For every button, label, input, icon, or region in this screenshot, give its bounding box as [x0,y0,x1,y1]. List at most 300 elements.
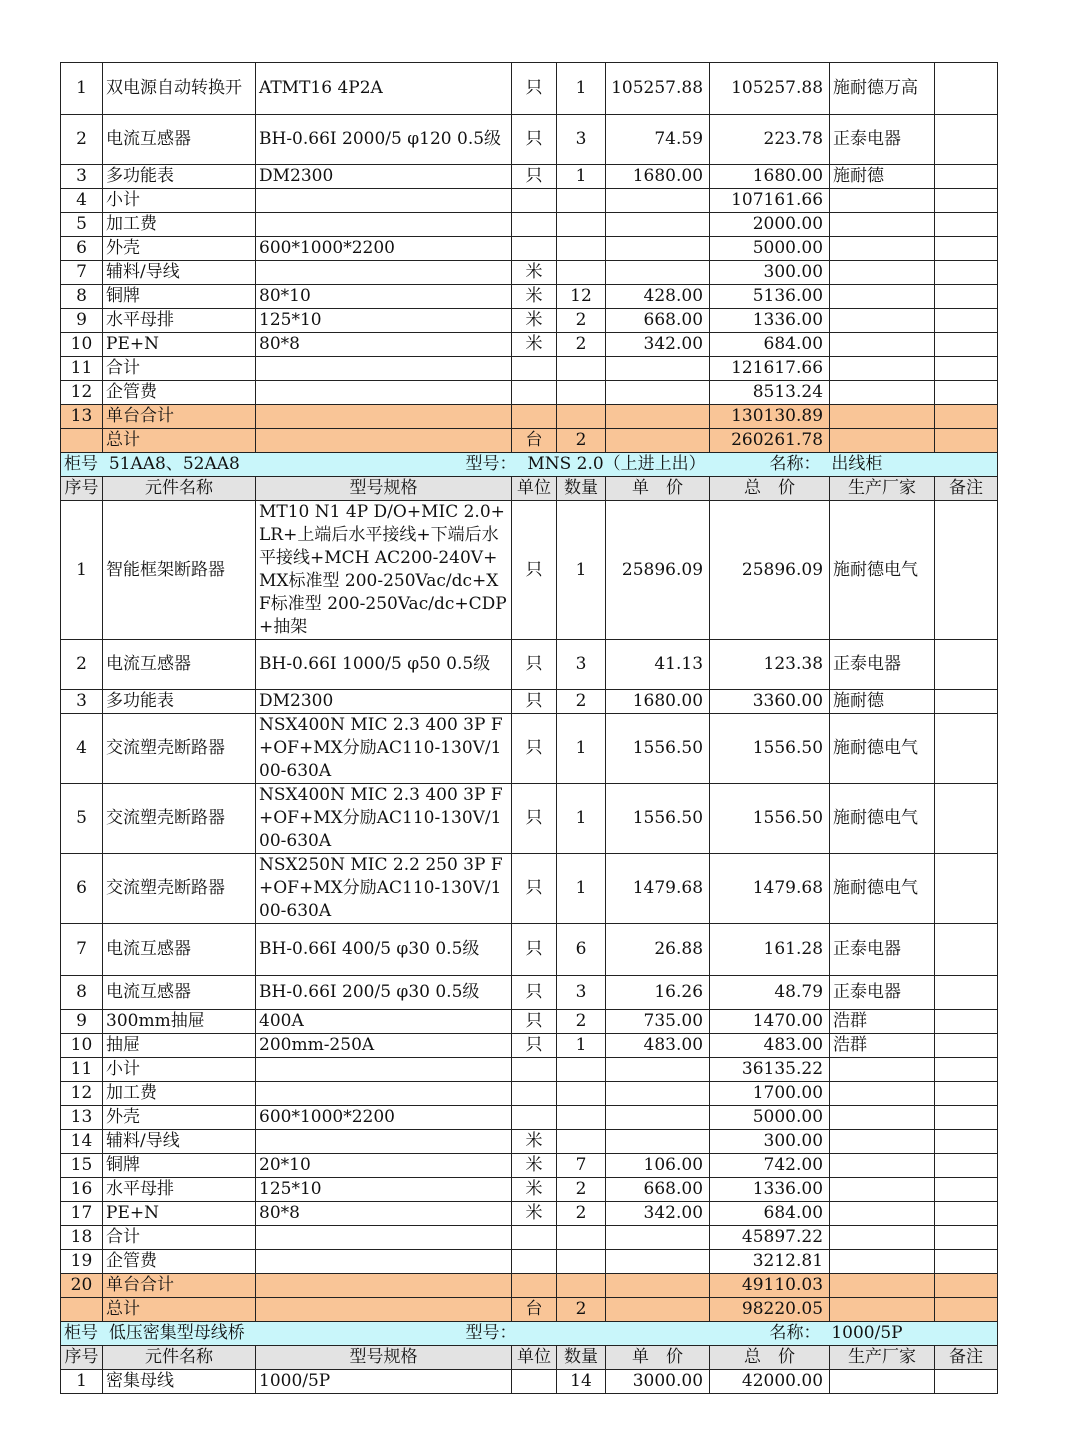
cell-note [935,333,998,357]
cell-maker [830,333,935,357]
cell-price [606,213,710,237]
table-row [61,1226,998,1250]
cell-name: PE+N [103,333,256,357]
cell-unit [512,381,557,405]
table-row [61,381,998,405]
cell-total: 98220.05 [710,1298,830,1322]
cell-no: 3 [61,165,103,189]
header-total: 总 价 [710,1346,830,1370]
cell-spec: 600*1000*2200 [256,1106,512,1130]
cell-unit: 米 [512,285,557,309]
cell-spec [256,381,512,405]
cell-unit: 台 [512,1298,557,1322]
cell-qty [557,1274,606,1298]
table-row [61,1202,998,1226]
cell-note [935,1034,998,1058]
cell-maker [830,1226,935,1250]
cell-unit: 只 [512,924,557,976]
cell-note [935,285,998,309]
cell-maker [830,213,935,237]
table-row [61,285,998,309]
table-row [61,640,998,690]
cell-qty: 1 [557,501,606,640]
cell-qty: 2 [557,1010,606,1034]
cell-maker [830,285,935,309]
cell-note [935,714,998,784]
cell-maker: 正泰电器 [830,924,935,976]
column-header-row [61,1346,998,1370]
cell-total: 36135.22 [710,1058,830,1082]
cell-total: 300.00 [710,261,830,285]
cell-maker [830,381,935,405]
cell-price [606,1130,710,1154]
cell-qty [557,405,606,429]
cell-spec: BH-0.66Ⅰ 200/5 φ30 0.5级 [256,976,512,1010]
cell-total: 1556.50 [710,714,830,784]
cell-name: 外壳 [103,237,256,261]
cell-name: 总计 [103,429,256,453]
cell-no: 9 [61,1010,103,1034]
table-row [61,1010,998,1034]
cell-no: 9 [61,309,103,333]
cell-total: 260261.78 [710,429,830,453]
name-label: 名称： [769,1323,821,1343]
cell-qty [557,1250,606,1274]
cell-price [606,405,710,429]
cell-note [935,1106,998,1130]
cell-spec [256,1250,512,1274]
cell-spec [256,1082,512,1106]
cell-no: 7 [61,261,103,285]
cell-note [935,1226,998,1250]
table-row [61,1250,998,1274]
cell-qty: 14 [557,1370,606,1394]
cell-price [606,261,710,285]
cell-no: 13 [61,1106,103,1130]
cell-price [606,1274,710,1298]
cell-note [935,784,998,854]
cell-unit: 米 [512,1130,557,1154]
cell-spec [256,1130,512,1154]
cell-maker [830,405,935,429]
table-row [61,1154,998,1178]
cell-qty [557,357,606,381]
cell-maker [830,261,935,285]
cell-qty: 3 [557,640,606,690]
cell-note [935,854,998,924]
cell-no: 3 [61,690,103,714]
cell-price: 342.00 [606,1202,710,1226]
table-row [61,115,998,165]
cell-note [935,309,998,333]
cell-unit: 米 [512,333,557,357]
cell-spec: NSX250N MIC 2.2 250 3P F+OF+MX分励AC110-130V/100-630A [256,854,512,924]
cell-spec: 400A [256,1010,512,1034]
cell-unit: 只 [512,690,557,714]
cell-total: 742.00 [710,1154,830,1178]
cell-maker [830,1106,935,1130]
cell-maker [830,237,935,261]
section-header-cell [61,453,256,477]
table-row [61,854,998,924]
cell-qty: 1 [557,63,606,115]
section-header-cell [256,453,710,477]
cell-total: 1336.00 [710,309,830,333]
table-row [61,924,998,976]
cell-total: 105257.88 [710,63,830,115]
cell-name: 水平母排 [103,1178,256,1202]
cell-maker: 施耐德电气 [830,784,935,854]
table-row [61,690,998,714]
header-maker: 生产厂家 [830,477,935,501]
cell-qty [557,189,606,213]
cell-spec: BH-0.66Ⅰ 400/5 φ30 0.5级 [256,924,512,976]
cell-note [935,976,998,1010]
cell-unit: 只 [512,1010,557,1034]
table-row [61,261,998,285]
cell-no: 6 [61,237,103,261]
cell-no: 10 [61,333,103,357]
cell-maker [830,1250,935,1274]
cell-unit [512,213,557,237]
model-value: MNS 2.0（上进上出） [527,454,706,474]
model-label: 型号： [465,1323,517,1343]
cell-note [935,1082,998,1106]
cell-unit: 只 [512,115,557,165]
cell-qty [557,1058,606,1082]
section-header-cell [710,1322,998,1346]
cell-maker [830,1274,935,1298]
cell-price: 1556.50 [606,714,710,784]
cell-maker: 浩群 [830,1010,935,1034]
cell-spec: DM2300 [256,690,512,714]
cell-price [606,1226,710,1250]
section-header-cell [256,1322,710,1346]
table-row [61,213,998,237]
cell-qty: 1 [557,165,606,189]
cell-unit [512,189,557,213]
cell-maker [830,429,935,453]
cell-no: 2 [61,115,103,165]
cell-price: 26.88 [606,924,710,976]
header-name: 元件名称 [103,1346,256,1370]
cell-note [935,924,998,976]
cell-no: 6 [61,854,103,924]
cell-note [935,429,998,453]
cell-maker [830,1082,935,1106]
cell-spec: 125*10 [256,309,512,333]
table-row [61,63,998,115]
table-row [61,165,998,189]
cell-unit: 只 [512,165,557,189]
cell-maker [830,1178,935,1202]
header-price: 单 价 [606,1346,710,1370]
cell-spec: MT10 N1 4P D/O+MIC 2.0+LR+上端后水平接线+下端后水平接线+MCH AC200-240V+MX标准型 200-250Vac/dc+XF标准型 200-250Vac/dc+CDP+抽架 [256,501,512,640]
cell-total: 1479.68 [710,854,830,924]
cell-price [606,357,710,381]
cell-maker: 正泰电器 [830,640,935,690]
cell-name: 单台合计 [103,405,256,429]
cell-qty [557,1226,606,1250]
cell-price [606,1082,710,1106]
cell-spec: 125*10 [256,1178,512,1202]
cell-price [606,429,710,453]
header-no: 序号 [61,1346,103,1370]
section-header-cell [61,1322,256,1346]
cell-name: 密集母线 [103,1370,256,1394]
cell-total: 130130.89 [710,405,830,429]
table-row [61,429,998,453]
cell-no: 13 [61,405,103,429]
cell-note [935,63,998,115]
cell-note [935,640,998,690]
cell-unit: 米 [512,1154,557,1178]
cell-price [606,1058,710,1082]
cell-no: 20 [61,1274,103,1298]
cell-price [606,237,710,261]
cell-unit [512,1226,557,1250]
cell-unit [512,1370,557,1394]
cell-spec: 600*1000*2200 [256,237,512,261]
cell-name: 交流塑壳断路器 [103,854,256,924]
table-row [61,1130,998,1154]
cell-price: 668.00 [606,1178,710,1202]
table-row [61,357,998,381]
table-row [61,1058,998,1082]
cell-note [935,690,998,714]
cell-qty: 2 [557,1298,606,1322]
cell-name: 多功能表 [103,165,256,189]
table-row [61,1298,998,1322]
cell-maker [830,189,935,213]
table-row [61,1178,998,1202]
cell-note [935,381,998,405]
cell-total: 1680.00 [710,165,830,189]
cell-name: 铜牌 [103,285,256,309]
cell-name: 交流塑壳断路器 [103,784,256,854]
header-price: 单 价 [606,477,710,501]
cell-name: 抽屉 [103,1034,256,1058]
cell-total: 3360.00 [710,690,830,714]
table-row [61,501,998,640]
cell-no: 16 [61,1178,103,1202]
cabinet-label: 柜号 [64,454,98,474]
cell-spec: 20*10 [256,1154,512,1178]
table-row [61,976,998,1010]
cell-no: 11 [61,357,103,381]
header-qty: 数量 [557,477,606,501]
cell-total: 161.28 [710,924,830,976]
cell-price: 25896.09 [606,501,710,640]
cell-name: 辅料/导线 [103,1130,256,1154]
cell-qty [557,1130,606,1154]
header-note: 备注 [935,1346,998,1370]
cell-qty: 3 [557,976,606,1010]
cell-note [935,1154,998,1178]
cell-name: 小计 [103,189,256,213]
cell-unit: 米 [512,1178,557,1202]
cell-total: 1700.00 [710,1082,830,1106]
cell-total: 48.79 [710,976,830,1010]
cell-total: 223.78 [710,115,830,165]
cell-total: 1470.00 [710,1010,830,1034]
cell-qty: 2 [557,690,606,714]
cell-qty: 1 [557,854,606,924]
name-value: 出线柜 [831,454,883,474]
cell-unit: 米 [512,309,557,333]
cell-maker [830,1202,935,1226]
cell-price: 105257.88 [606,63,710,115]
cell-price: 428.00 [606,285,710,309]
cell-unit [512,1106,557,1130]
cell-no [61,429,103,453]
cell-no: 4 [61,714,103,784]
cell-qty: 1 [557,714,606,784]
cell-qty [557,237,606,261]
cell-price [606,1298,710,1322]
cell-spec [256,405,512,429]
section-header-cell [710,453,998,477]
header-maker: 生产厂家 [830,1346,935,1370]
cell-maker: 施耐德 [830,690,935,714]
cell-name: 加工费 [103,1082,256,1106]
cell-unit [512,1082,557,1106]
header-unit: 单位 [512,1346,557,1370]
cell-maker: 施耐德电气 [830,714,935,784]
cell-total: 300.00 [710,1130,830,1154]
cell-name: 外壳 [103,1106,256,1130]
section-header-row [61,453,998,477]
cell-unit: 米 [512,1202,557,1226]
cell-name: 单台合计 [103,1274,256,1298]
cell-maker: 施耐德万高 [830,63,935,115]
cell-maker: 浩群 [830,1034,935,1058]
cell-price: 41.13 [606,640,710,690]
cell-maker: 施耐德电气 [830,854,935,924]
cell-unit [512,1274,557,1298]
cell-no: 2 [61,640,103,690]
cell-spec [256,1226,512,1250]
cell-note [935,357,998,381]
cell-qty [557,213,606,237]
cell-note [935,405,998,429]
cell-note [935,1250,998,1274]
cell-price: 106.00 [606,1154,710,1178]
cell-unit: 只 [512,854,557,924]
cell-no [61,1298,103,1322]
header-no: 序号 [61,477,103,501]
cell-unit: 只 [512,63,557,115]
table-row [61,405,998,429]
table-row [61,714,998,784]
header-unit: 单位 [512,477,557,501]
cell-total: 1336.00 [710,1178,830,1202]
cabinet-value: 51AA8、52AA8 [108,454,240,474]
cell-no: 8 [61,285,103,309]
cell-note [935,165,998,189]
cell-note [935,1058,998,1082]
cell-spec: 200mm-250A [256,1034,512,1058]
cell-name: 交流塑壳断路器 [103,714,256,784]
cell-unit: 台 [512,429,557,453]
cell-no: 17 [61,1202,103,1226]
cell-spec: BH-0.66Ⅰ 1000/5 φ50 0.5级 [256,640,512,690]
cell-qty: 2 [557,1202,606,1226]
cell-no: 5 [61,213,103,237]
cell-no: 10 [61,1034,103,1058]
table-row [61,1106,998,1130]
cell-price: 16.26 [606,976,710,1010]
cell-name: 合计 [103,357,256,381]
cell-qty [557,1106,606,1130]
cell-spec: BH-0.66Ⅰ 2000/5 φ120 0.5级 [256,115,512,165]
cell-unit: 只 [512,640,557,690]
cell-total: 8513.24 [710,381,830,405]
cell-total: 123.38 [710,640,830,690]
cell-price [606,1250,710,1274]
cell-spec [256,213,512,237]
cell-price: 735.00 [606,1010,710,1034]
cell-note [935,189,998,213]
cell-price: 1556.50 [606,784,710,854]
cell-spec [256,1058,512,1082]
cell-name: 电流互感器 [103,924,256,976]
section-header-row [61,1322,998,1346]
cell-name: 企管费 [103,381,256,405]
cell-price: 342.00 [606,333,710,357]
header-name: 元件名称 [103,477,256,501]
cell-spec: 80*8 [256,1202,512,1226]
cell-note [935,1130,998,1154]
cell-qty: 2 [557,309,606,333]
cell-maker [830,1130,935,1154]
cell-no: 19 [61,1250,103,1274]
cell-name: 水平母排 [103,309,256,333]
cell-note [935,1298,998,1322]
cell-qty: 12 [557,285,606,309]
cell-name: 300mm抽屉 [103,1010,256,1034]
cell-qty: 1 [557,784,606,854]
cell-no: 12 [61,381,103,405]
cell-total: 42000.00 [710,1370,830,1394]
cell-total: 5136.00 [710,285,830,309]
cell-qty: 3 [557,115,606,165]
cell-maker [830,1058,935,1082]
cell-note [935,1202,998,1226]
cell-total: 49110.03 [710,1274,830,1298]
column-header-row [61,477,998,501]
table-row [61,1274,998,1298]
cell-maker [830,1154,935,1178]
cell-spec: 80*8 [256,333,512,357]
cell-qty [557,381,606,405]
cell-note [935,501,998,640]
cell-name: PE+N [103,1202,256,1226]
cell-maker [830,1370,935,1394]
cell-no: 18 [61,1226,103,1250]
cell-name: 企管费 [103,1250,256,1274]
cell-note [935,1010,998,1034]
cell-total: 121617.66 [710,357,830,381]
cell-name: 电流互感器 [103,640,256,690]
cell-name: 智能框架断路器 [103,501,256,640]
cell-unit: 只 [512,1034,557,1058]
table-row [61,309,998,333]
cell-price: 1680.00 [606,165,710,189]
cell-qty: 2 [557,333,606,357]
cell-maker: 施耐德 [830,165,935,189]
cell-name: 加工费 [103,213,256,237]
